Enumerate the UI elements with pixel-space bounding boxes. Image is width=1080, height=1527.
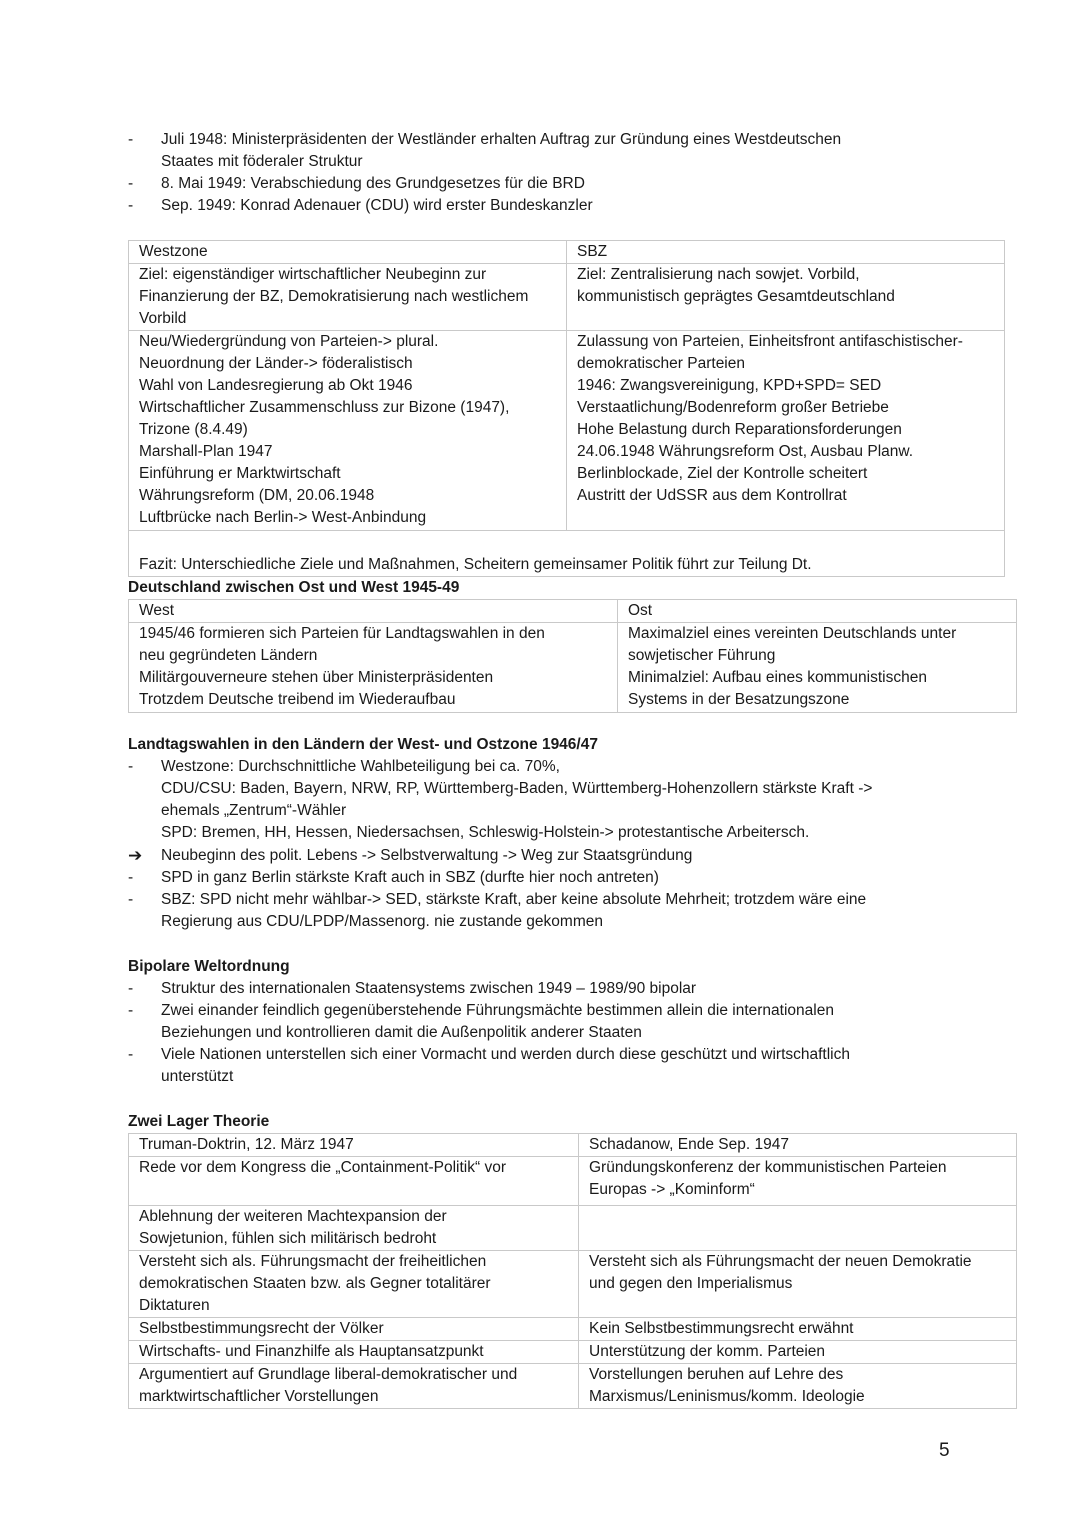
table-header-west: West (129, 600, 618, 623)
west-content: 1945/46 formieren sich Parteien für Landtagswahlen in den neu gegründeten Ländern Militärgouverneure stehen über Ministerpräsidenten Trotzdem Deutsche treibend im Wiederaufbau (129, 623, 618, 713)
landtag-bullet-2 (128, 845, 1008, 867)
landtag-bullet-3 (128, 867, 1008, 889)
bullet-marker: - (128, 131, 134, 148)
table-cell: Unterstützung der komm. Parteien (579, 1341, 1017, 1364)
table-cell: Rede vor dem Kongress die „Containment-Politik“ vor (129, 1157, 579, 1206)
text-line: Beziehungen und kontrollieren damit die Außenpolitik anderer Staaten (161, 1024, 642, 1041)
table-cell: Gründungskonferenz der kommunistischen Parteien Europas -> „Kominform“ (579, 1157, 1017, 1206)
table-cell: Kein Selbstbestimmungsrecht erwähnt (579, 1318, 1017, 1341)
westzone-measures: Neu/Wiedergründung von Parteien-> plural. Neuordnung der Länder-> föderalistisch Wahl von Landesregierung ab Okt 1946 Wirtschaftlicher Zusammenschluss zur Bizone (1947), Trizone (8.4.49) Marshall-Plan 1947 Einführung er Marktwirtschaft Währungsreform (DM, 20.06.1948 Luftbrücke nach Berlin-> West-Anbindung (129, 331, 567, 531)
text-line: CDU/CSU: Baden, Bayern, NRW, RP, Württemberg-Baden, Württemberg-Hohenzollern stärkste Kraft -> (161, 780, 873, 797)
text-line: 8. Mai 1949: Verabschiedung des Grundgesetzes für die BRD (161, 175, 585, 192)
text-line: SPD in ganz Berlin stärkste Kraft auch in SBZ (durfte hier noch antreten) (161, 869, 659, 886)
schadanow-header: Schadanow, Ende Sep. 1947 (579, 1134, 1017, 1157)
section-title-zwei-lager: Zwei Lager Theorie (128, 1113, 270, 1130)
intro-bullet-1 (128, 129, 1008, 173)
intro-bullet-2 (128, 173, 1008, 195)
sbz-goal: Ziel: Zentralisierung nach sowjet. Vorbild, kommunistisch geprägtes Gesamtdeutschland (567, 264, 1005, 331)
text-line: unterstützt (161, 1068, 234, 1085)
table-cell: Wirtschafts- und Finanzhilfe als Hauptansatzpunkt (129, 1341, 579, 1364)
bipolar-bullet-2 (128, 1000, 1008, 1044)
table-cell-empty (579, 1206, 1017, 1251)
bullet-marker: - (128, 1046, 134, 1063)
section-title-ost-west: Deutschland zwischen Ost und West 1945-49 (128, 579, 460, 596)
text-line: Westzone: Durchschnittliche Wahlbeteiligung bei ca. 70%, (161, 758, 560, 775)
text-line: SBZ: SPD nicht mehr wählbar-> SED, stärkste Kraft, aber keine absolute Mehrheit; trotzdem wäre eine (161, 891, 867, 908)
table-cell: Selbstbestimmungsrecht der Völker (129, 1318, 579, 1341)
text-line: Zwei einander feindlich gegenüberstehende Führungsmächte bestimmen allein die internationalen (161, 1002, 834, 1019)
table-header-westzone: Westzone (129, 241, 567, 264)
table-cell: Argumentiert auf Grundlage liberal-demokratischer und marktwirtschaftlicher Vorstellungen (129, 1364, 579, 1409)
zwei-lager-table (128, 1133, 1017, 1409)
ost-content: Maximalziel eines vereinten Deutschlands unter sowjetischer Führung Minimalziel: Aufbau eines kommunistischen Systems in der Besatzungszone (618, 623, 1017, 713)
bipolar-bullet-3 (128, 1044, 1008, 1088)
landtag-bullet-4 (128, 889, 1008, 933)
truman-header: Truman-Doktrin, 12. März 1947 (129, 1134, 579, 1157)
fazit-cell: Fazit: Unterschiedliche Ziele und Maßnahmen, Scheitern gemeinsamer Politik führt zur Teilung Dt. (129, 531, 1005, 577)
text-line: ehemals „Zentrum“-Wähler (161, 802, 347, 819)
table-header-ost: Ost (618, 600, 1017, 623)
table-header-sbz: SBZ (567, 241, 1005, 264)
ost-west-table (128, 599, 1017, 713)
text-line: Staates mit föderaler Struktur (161, 153, 363, 170)
bullet-marker: - (128, 869, 134, 886)
text-line: Sep. 1949: Konrad Adenauer (CDU) wird erster Bundeskanzler (161, 197, 593, 214)
table-cell: Ablehnung der weiteren Machtexpansion der Sowjetunion, fühlen sich militärisch bedroht (129, 1206, 579, 1251)
zone-comparison-table (128, 240, 1005, 577)
bullet-marker: - (128, 891, 134, 908)
bullet-marker: - (128, 1002, 134, 1019)
text-line: Viele Nationen unterstellen sich einer Vormacht und werden durch diese geschützt und wirtschaftlich (161, 1046, 850, 1063)
intro-bullet-3 (128, 195, 1008, 217)
westzone-goal: Ziel: eigenständiger wirtschaftlicher Neubeginn zur Finanzierung der BZ, Demokratisierung nach westlichem Vorbild (129, 264, 567, 331)
bullet-marker: - (128, 758, 134, 775)
page-number: 5 (939, 1440, 950, 1461)
bullet-marker: - (128, 980, 134, 997)
text-line: Regierung aus CDU/LPDP/Massenorg. nie zustande gekommen (161, 913, 603, 930)
table-cell: Versteht sich als Führungsmacht der neuen Demokratie und gegen den Imperialismus (579, 1251, 1017, 1318)
landtag-bullet-1 (128, 756, 1008, 844)
table-cell: Versteht sich als. Führungsmacht der freiheitlichen demokratischen Staaten bzw. als Gegner totalitärer Diktaturen (129, 1251, 579, 1318)
bullet-marker: - (128, 175, 134, 192)
text-line: Struktur des internationalen Staatensystems zwischen 1949 – 1989/90 bipolar (161, 980, 697, 997)
text-line: SPD: Bremen, HH, Hessen, Niedersachsen, Schleswig-Holstein-> protestantische Arbeitersch. (161, 824, 810, 841)
arrow-icon: ➔ (128, 846, 143, 865)
sbz-measures: Zulassung von Parteien, Einheitsfront antifaschistischer- demokratischer Parteien 1946: Zwangsvereinigung, KPD+SPD= SED Verstaatlichung/Bodenreform großer Betriebe Hohe Belastung durch Reparationsforderungen 24.06.1948 Währungsreform Ost, Ausbau Planw. Berlinblockade, Ziel der Kontrolle scheitert Austritt der UdSSR aus dem Kontrollrat (567, 331, 1005, 531)
text-line: Juli 1948: Ministerpräsidenten der Westländer erhalten Auftrag zur Gründung eines Westdeutschen (161, 131, 842, 148)
bipolar-bullet-1 (128, 978, 1008, 1000)
section-title-bipolar: Bipolare Weltordnung (128, 958, 290, 975)
bullet-marker: - (128, 197, 134, 214)
table-cell: Vorstellungen beruhen auf Lehre des Marxismus/Leninismus/komm. Ideologie (579, 1364, 1017, 1409)
section-title-landtagswahlen: Landtagswahlen in den Ländern der West- und Ostzone 1946/47 (128, 736, 598, 753)
text-line: Neubeginn des polit. Lebens -> Selbstverwaltung -> Weg zur Staatsgründung (161, 847, 693, 864)
